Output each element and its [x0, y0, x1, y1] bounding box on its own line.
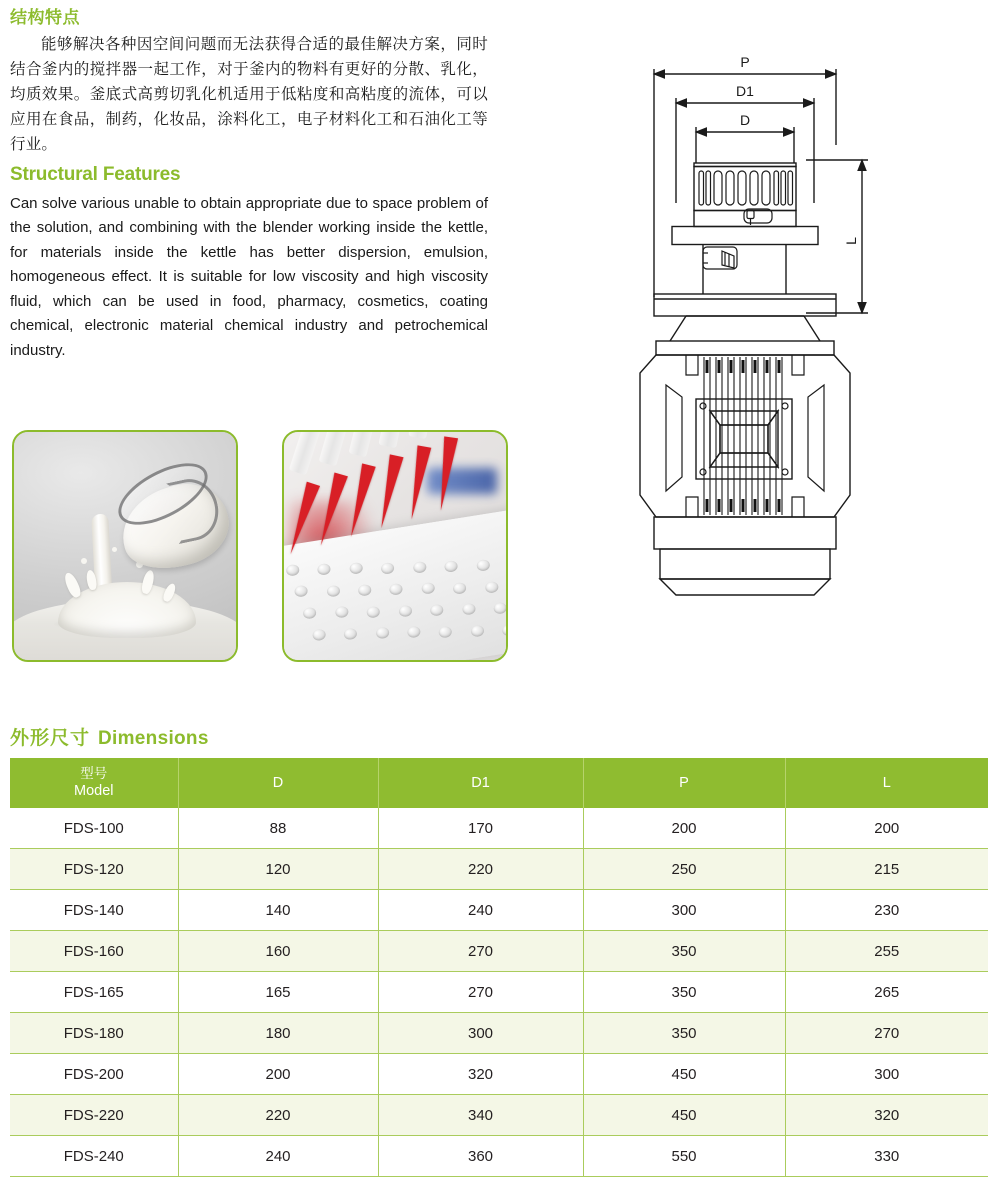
- plate-well: [311, 628, 326, 641]
- plate-well: [438, 625, 453, 638]
- cell-d1: 270: [378, 972, 583, 1013]
- plate-well: [325, 584, 340, 597]
- dimensions-table-body: [10, 808, 988, 1177]
- cell-model: FDS-165: [10, 972, 178, 1013]
- features-paragraph-cn: 能够解决各种因空间问题而无法获得合适的最佳解决方案，同时结合釜内的搅拌器一起工作，对于釜内的物料有更好的分散、乳化，均质效果。釜底式高剪切乳化机适用于低粘度和高粘度的流体，可以应用在食品，制药，化妆品，涂料化工，电子材料化工和石油化工等行业。: [10, 35, 488, 154]
- features-heading-en: Structural Features: [10, 164, 181, 186]
- features-paragraph-en: Can solve various unable to obtain appropriate due to space problem of the solution, and combining with the blender working inside the kettle, for materials inside the kettle has better dispersion, emulsion, homogeneous effect. It is suitable for low viscosity and high viscosity fluid, which can be used in food, pharmacy, cosmetics, coating chemical, electronic material chemical industry and petrochemical industry.: [10, 195, 488, 359]
- table-row: [10, 1095, 988, 1136]
- plate-well: [501, 624, 508, 637]
- cell-p: 450: [583, 1095, 785, 1136]
- table-header-row: [10, 758, 988, 808]
- plate-well: [302, 606, 317, 619]
- cell-d: 88: [178, 808, 378, 849]
- cell-l: 330: [785, 1136, 988, 1177]
- cell-model: FDS-240: [10, 1136, 178, 1177]
- plate-well: [444, 560, 459, 573]
- cell-p: 350: [583, 972, 785, 1013]
- plate-well: [412, 560, 427, 573]
- dim-label-p: P: [740, 55, 750, 70]
- cell-p: 350: [583, 931, 785, 972]
- cell-model: FDS-220: [10, 1095, 178, 1136]
- cell-d: 220: [178, 1095, 378, 1136]
- cell-p: 450: [583, 1054, 785, 1095]
- plate-well: [334, 606, 349, 619]
- plate-well: [493, 602, 508, 615]
- cell-model: FDS-160: [10, 931, 178, 972]
- dim-label-d1: D1: [736, 83, 754, 99]
- table-row: [10, 972, 988, 1013]
- plate-well: [357, 583, 372, 596]
- cell-l: 270: [785, 1013, 988, 1054]
- features-heading-cn: 结构特点: [10, 8, 80, 27]
- cell-model: FDS-120: [10, 849, 178, 890]
- plate-well: [406, 626, 421, 639]
- cell-d: 165: [178, 972, 378, 1013]
- milk-pour-photo: [12, 430, 238, 662]
- cell-l: 200: [785, 808, 988, 849]
- plate-well: [452, 581, 467, 594]
- plate-well: [470, 624, 485, 637]
- cell-p: 250: [583, 849, 785, 890]
- bottom-entry-homogenizer-drawing: [630, 55, 890, 600]
- cell-d: 120: [178, 849, 378, 890]
- cell-d1: 360: [378, 1136, 583, 1177]
- cell-d1: 340: [378, 1095, 583, 1136]
- plate-well: [348, 562, 363, 575]
- plate-well: [421, 582, 436, 595]
- cell-d1: 320: [378, 1054, 583, 1095]
- plate-well: [389, 583, 404, 596]
- cell-p: 550: [583, 1136, 785, 1177]
- cell-l: 215: [785, 849, 988, 890]
- plate-well: [375, 626, 390, 639]
- table-row: [10, 1013, 988, 1054]
- table-row: [10, 931, 988, 972]
- features-column: [10, 0, 490, 363]
- cell-p: 300: [583, 890, 785, 931]
- dim-label-d: D: [739, 112, 751, 128]
- table-row: [10, 808, 988, 849]
- cell-d1: 170: [378, 808, 583, 849]
- cell-model: FDS-180: [10, 1013, 178, 1054]
- cell-d: 140: [178, 890, 378, 931]
- plate-well: [285, 563, 300, 576]
- cell-model: FDS-200: [10, 1054, 178, 1095]
- table-row: [10, 1054, 988, 1095]
- cell-model: FDS-140: [10, 890, 178, 931]
- plate-well: [294, 585, 309, 598]
- milk-droplet: [112, 547, 117, 552]
- column-header-d: D: [178, 758, 378, 808]
- plate-well: [475, 559, 490, 572]
- cell-l: 230: [785, 890, 988, 931]
- plate-well: [317, 563, 332, 576]
- dimensions-heading: [10, 723, 209, 750]
- cell-d: 240: [178, 1136, 378, 1177]
- cell-model: FDS-100: [10, 808, 178, 849]
- plate-well: [380, 561, 395, 574]
- cell-l: 255: [785, 931, 988, 972]
- cell-l: 320: [785, 1095, 988, 1136]
- pipette-microplate-photo: [282, 430, 508, 662]
- dim-label-l: L: [843, 237, 859, 245]
- cell-d1: 220: [378, 849, 583, 890]
- cell-p: 200: [583, 808, 785, 849]
- dimensions-heading-en: Dimensions: [98, 728, 209, 749]
- cell-d: 200: [178, 1054, 378, 1095]
- cell-l: 265: [785, 972, 988, 1013]
- plate-well: [398, 604, 413, 617]
- cell-d1: 270: [378, 931, 583, 972]
- cell-p: 350: [583, 1013, 785, 1054]
- photo-row: [12, 430, 508, 662]
- column-header-model-en: Model: [74, 783, 114, 800]
- plate-well: [366, 605, 381, 618]
- plate-well: [343, 627, 358, 640]
- column-header-d1: D1: [378, 758, 583, 808]
- table-row: [10, 1136, 988, 1177]
- cell-d: 180: [178, 1013, 378, 1054]
- plate-well: [484, 580, 499, 593]
- table-row: [10, 849, 988, 890]
- plate-well: [429, 603, 444, 616]
- cell-d: 160: [178, 931, 378, 972]
- cell-l: 300: [785, 1054, 988, 1095]
- column-header-p: P: [583, 758, 785, 808]
- table-row: [10, 890, 988, 931]
- dimensions-table: [10, 758, 988, 1177]
- milk-droplet: [81, 558, 87, 564]
- column-header-model-cn: 型号: [80, 765, 108, 781]
- plate-well: [461, 603, 476, 616]
- cell-d1: 240: [378, 890, 583, 931]
- cell-d1: 300: [378, 1013, 583, 1054]
- dimensions-heading-cn: 外形尺寸: [10, 728, 91, 749]
- column-header-model: [10, 758, 178, 808]
- column-header-l: L: [785, 758, 988, 808]
